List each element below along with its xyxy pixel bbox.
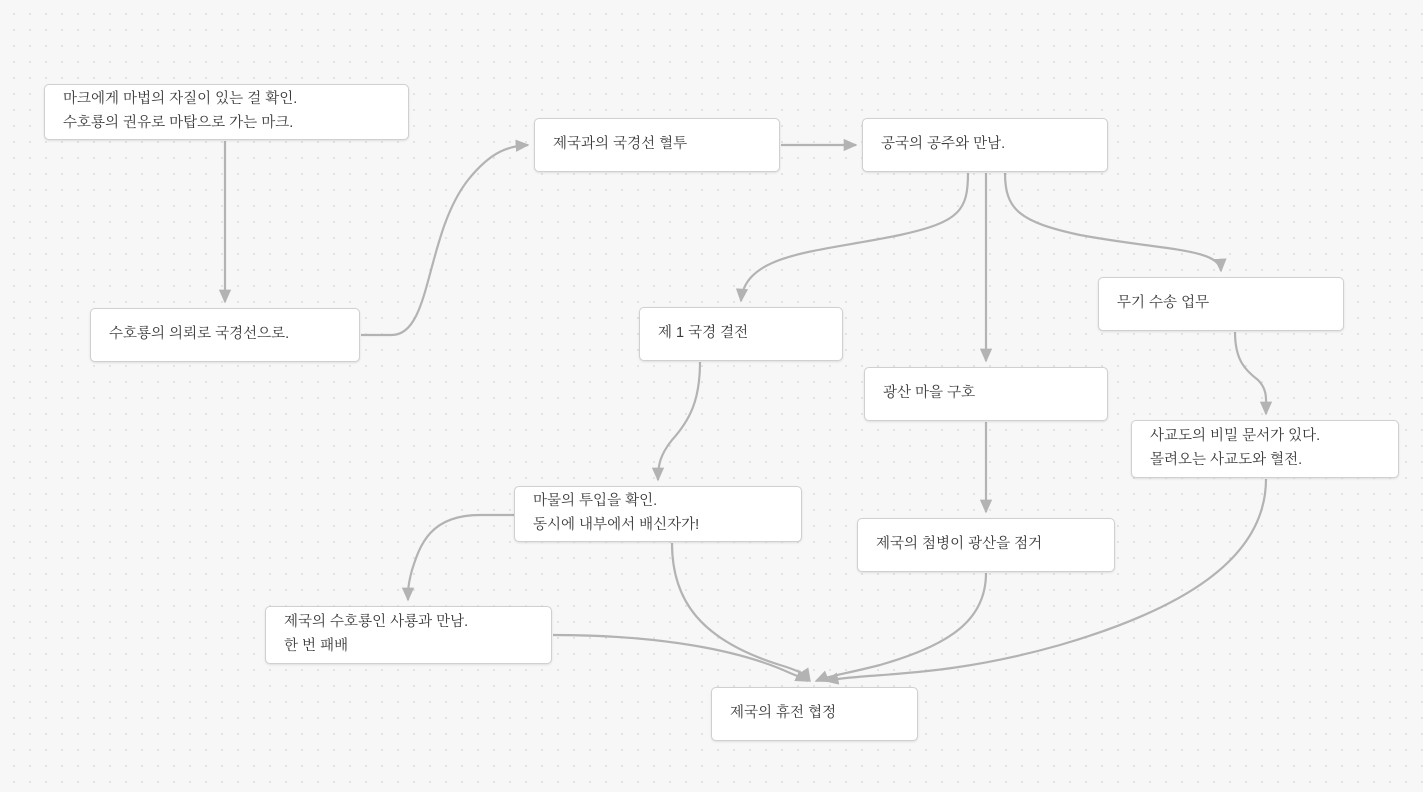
diagram-node-n12[interactable] bbox=[711, 687, 918, 741]
node-label-line: 수호룡의 의뢰로 국경선으로. bbox=[109, 326, 290, 343]
edge-n4-n2 bbox=[361, 145, 528, 335]
node-label-line: 수호룡의 권유로 마탑으로 가는 마크. bbox=[63, 115, 294, 131]
diagram-node-n4[interactable] bbox=[90, 308, 360, 362]
node-label-line: 광산 마을 구호 bbox=[883, 385, 976, 402]
node-label-line: 마물의 투입을 확인. bbox=[533, 493, 658, 510]
node-label-line: 마크에게 마법의 자질이 있는 걸 확인. bbox=[63, 91, 298, 108]
edge-n8-n12 bbox=[826, 479, 1266, 681]
diagram-node-n9[interactable] bbox=[514, 486, 802, 542]
edge-n6-n9 bbox=[658, 362, 700, 480]
node-label-line: 제국의 수호룡인 사룡과 만남. bbox=[284, 614, 469, 631]
edge-n3-n5 bbox=[1005, 173, 1221, 271]
diagram-node-n1[interactable] bbox=[44, 84, 409, 140]
diagram-node-n7[interactable] bbox=[864, 367, 1108, 421]
node-label-line: 공국의 공주와 만남. bbox=[881, 136, 1006, 153]
diagram-node-n2[interactable] bbox=[534, 118, 780, 172]
node-label-line: 몰려오는 사교도와 혈전. bbox=[1150, 452, 1303, 468]
edge-n3-n6 bbox=[741, 173, 968, 301]
diagram-node-n11[interactable] bbox=[265, 606, 552, 664]
edge-n9-n11 bbox=[408, 515, 514, 600]
edge-n10-n12 bbox=[816, 573, 986, 681]
edge-n11-n12 bbox=[553, 635, 808, 681]
node-label-line: 무기 수송 업무 bbox=[1117, 295, 1210, 312]
node-label-line: 한 번 패배 bbox=[284, 638, 349, 654]
diagram-node-n5[interactable] bbox=[1098, 277, 1344, 331]
diagram-node-n3[interactable] bbox=[862, 118, 1108, 172]
node-label-line: 제국의 첨병이 광산을 점거 bbox=[876, 536, 1043, 553]
node-label-line: 제국과의 국경선 혈투 bbox=[553, 136, 688, 153]
node-label-line: 제 1 국경 결전 bbox=[658, 325, 749, 342]
edge-n9-n12 bbox=[672, 543, 810, 681]
node-label-line: 사교도의 비밀 문서가 있다. bbox=[1150, 428, 1321, 445]
diagram-node-n6[interactable] bbox=[639, 307, 843, 361]
diagram-node-n10[interactable] bbox=[857, 518, 1115, 572]
node-label-line: 제국의 휴전 협정 bbox=[730, 705, 837, 722]
node-label-line: 동시에 내부에서 배신자가! bbox=[533, 517, 700, 533]
edge-n5-n8 bbox=[1235, 332, 1266, 414]
diagram-node-n8[interactable] bbox=[1131, 420, 1399, 478]
